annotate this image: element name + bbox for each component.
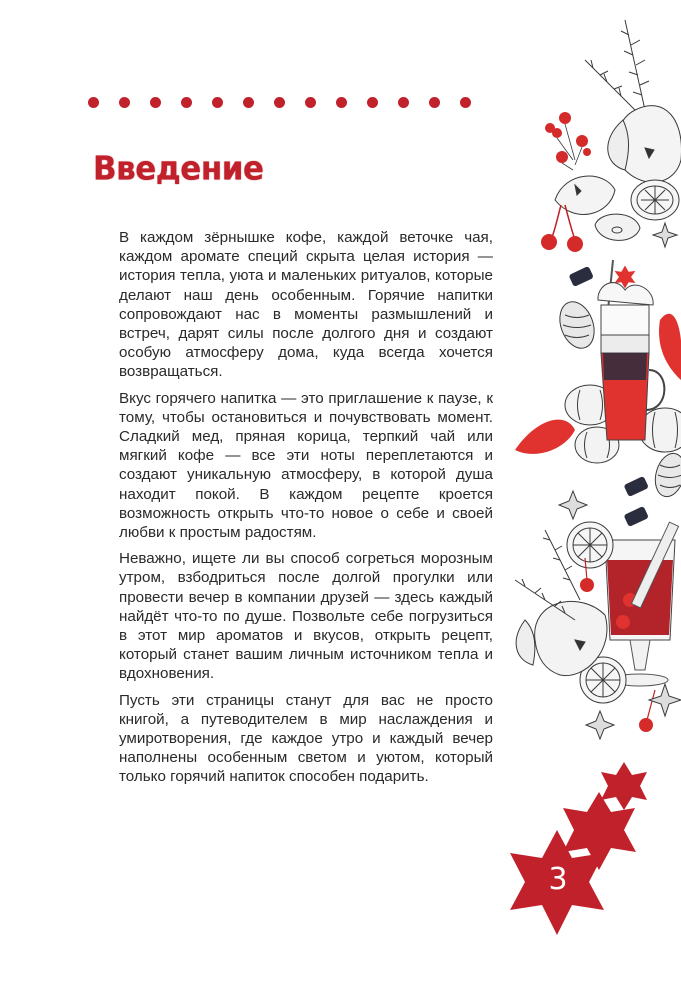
- paragraph: Пусть эти страницы станут для вас не просто книгой, а путеводителем в мир наслаждения и умиротворения, где каждое утро и каждый вечер наполнены особенным светом и уютом, который только горячий напиток способен подарить.: [119, 691, 493, 786]
- rosemary-icon: [585, 20, 649, 110]
- page-number-stars: [500, 760, 681, 960]
- star-anise-icon: [653, 223, 677, 247]
- dot-icon: [243, 97, 254, 108]
- body-text: [119, 228, 493, 794]
- pumpkin-slice-icon: [515, 420, 575, 454]
- dot-icon: [367, 97, 378, 108]
- dot-icon: [460, 97, 471, 108]
- paragraph: В каждом зёрнышке кофе, каждой веточке чая, каждом аромате специй скрыта целая история — история тепла, уюта и маленьких ритуалов, которые делают наш день особенным. Горячие напитки сопровождают нас в моменты размышлений и встреч, дарят силы после долгого дня и создают особую атмосферу дома, куда всегда хочется возвращаться.: [119, 229, 493, 381]
- page-number: 3: [548, 862, 568, 897]
- dot-icon: [150, 97, 161, 108]
- orange-slice-icon: [631, 180, 679, 220]
- dot-icon: [88, 97, 99, 108]
- berries-icon: [545, 112, 591, 163]
- dot-icon: [274, 97, 285, 108]
- paragraph: Вкус горячего напитка — это приглашение к паузе, к тому, чтобы остановиться и почувствовать момент. Сладкий мед, пряная корица, терпкий чай или мягкий кофе — все эти ноты переплетаются и создают уникальную атмосферу, в которой душа находит покой. В каждом рецепте кроется возможность открыть что-то новое о себе и своей любви к простым радостям.: [119, 389, 493, 542]
- page-title: Введение: [93, 150, 264, 188]
- dot-icon: [119, 97, 130, 108]
- dot-icon: [429, 97, 440, 108]
- dot-icon: [398, 97, 409, 108]
- dot-icon: [336, 97, 347, 108]
- star-icon: [601, 762, 647, 810]
- decorative-dot-row: [88, 97, 491, 108]
- apple-slice-icon: [555, 176, 615, 214]
- drinks-illustration: [505, 0, 681, 780]
- dot-icon: [181, 97, 192, 108]
- dot-icon: [212, 97, 223, 108]
- pumpkin-slice-icon: [659, 314, 681, 380]
- dot-icon: [305, 97, 316, 108]
- paragraph: Неважно, ищете ли вы способ согреться морозным утром, взбодриться после долгой прогулки или провести вечер в компании друзей — здесь каждый найдёт что-то по душе. Позвольте себе погрузиться в этот мир ароматов и вкусов, открыть рецепт, который станет вашим личным источником тепла и вдохновения.: [119, 550, 493, 683]
- star-anise-icon: [559, 491, 587, 519]
